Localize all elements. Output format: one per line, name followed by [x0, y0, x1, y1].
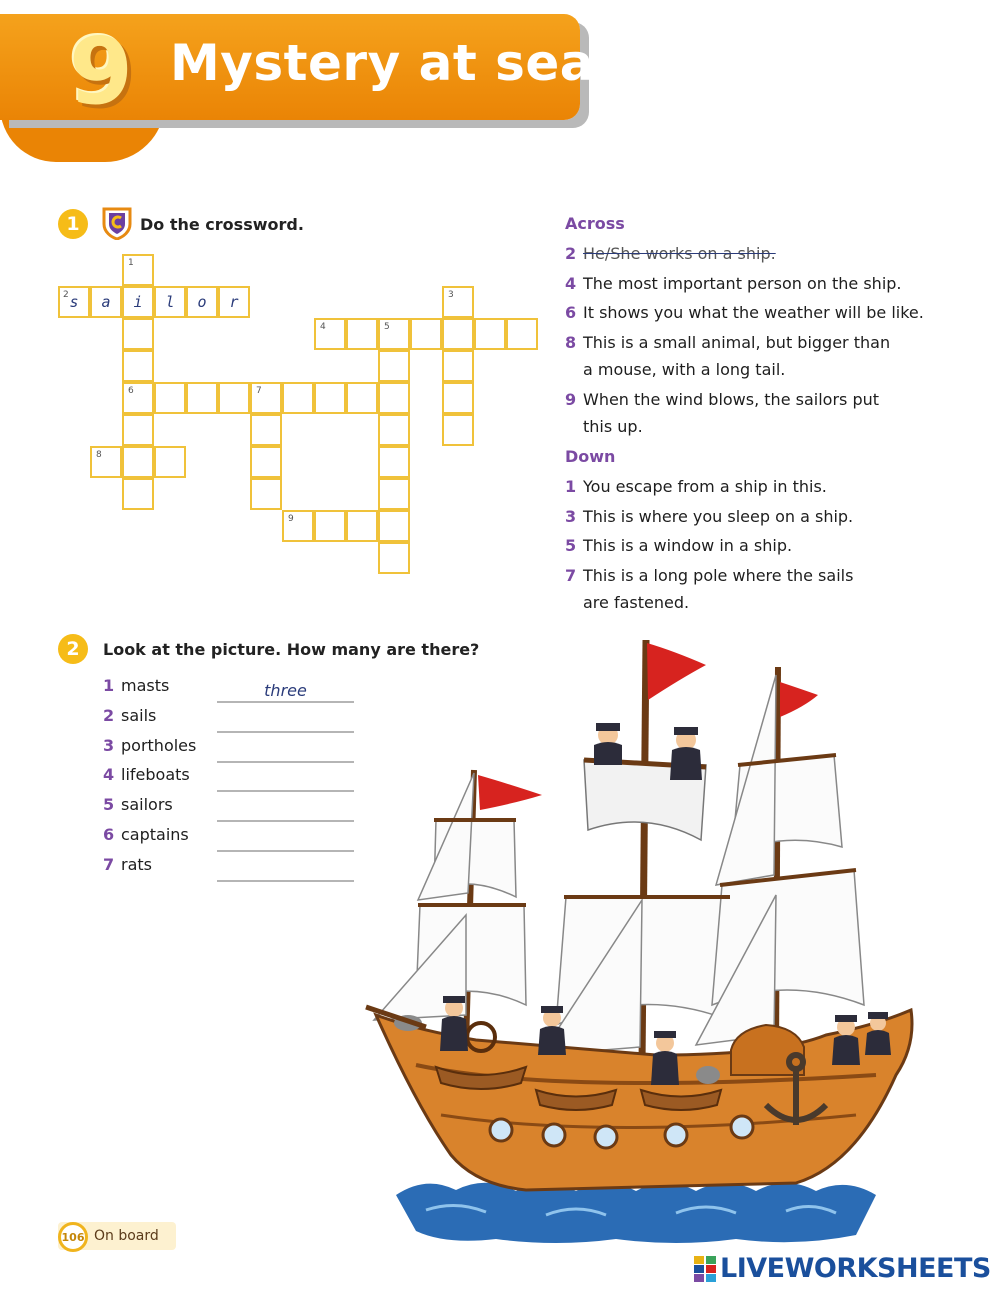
- crossword-cell[interactable]: [378, 446, 410, 478]
- count-item: [103, 673, 363, 699]
- item-number: 2: [103, 706, 115, 725]
- crossword-cell[interactable]: [378, 414, 410, 446]
- clue-across-8: [565, 329, 965, 383]
- answer-blank[interactable]: [217, 860, 354, 882]
- crossword-cell[interactable]: [282, 510, 314, 542]
- count-item: [103, 852, 363, 878]
- crossword-cell[interactable]: [122, 414, 154, 446]
- clue-number: 7: [256, 386, 262, 396]
- clue-across-2: [565, 240, 965, 267]
- crossword-cell[interactable]: [378, 350, 410, 382]
- answer-blank[interactable]: [217, 830, 354, 852]
- crossword-cell[interactable]: [154, 286, 186, 318]
- clue-number: 3: [448, 290, 454, 300]
- answer-blank[interactable]: [217, 770, 354, 792]
- exercise-2-instruction: Look at the picture. How many are there?: [103, 640, 480, 659]
- item-word: lifeboats: [121, 765, 190, 784]
- clue-across-4: [565, 270, 965, 297]
- count-item: [103, 703, 363, 729]
- count-item: [103, 822, 363, 848]
- liveworksheets-logo-icon: [694, 1256, 716, 1282]
- item-number: 6: [103, 825, 115, 844]
- count-item: [103, 762, 363, 788]
- item-number: 3: [103, 736, 115, 755]
- crossword-cell[interactable]: [474, 318, 506, 350]
- page-number: 106: [58, 1222, 88, 1252]
- page-title: Mystery at sea: [170, 34, 595, 92]
- crossword-cell[interactable]: [186, 382, 218, 414]
- crossword-cell[interactable]: [186, 286, 218, 318]
- crossword-cell[interactable]: [346, 510, 378, 542]
- item-word: masts: [121, 676, 170, 695]
- crossword-cell[interactable]: [218, 382, 250, 414]
- clue-number: 3: [565, 507, 577, 526]
- crossword-cell[interactable]: [378, 318, 410, 350]
- crossword-cell[interactable]: [314, 382, 346, 414]
- crossword-cell[interactable]: [90, 446, 122, 478]
- crossword-cell[interactable]: [442, 350, 474, 382]
- clue-text-2: a mouse, with a long tail.: [583, 360, 786, 379]
- item-word: sailors: [121, 795, 173, 814]
- item-word: portholes: [121, 736, 197, 755]
- crossword-cell[interactable]: [314, 510, 346, 542]
- clue-text: When the wind blows, the sailors put: [583, 390, 880, 409]
- crossword-cell[interactable]: [506, 318, 538, 350]
- section-name: On board: [94, 1228, 159, 1244]
- cell-letter: o: [197, 293, 207, 311]
- answer-blank[interactable]: three: [217, 681, 354, 703]
- crossword-cell[interactable]: [346, 318, 378, 350]
- clue-number: 5: [384, 322, 390, 332]
- cell-letter: r: [229, 293, 239, 311]
- crossword-cell[interactable]: [122, 478, 154, 510]
- clue-text: He/She works on a ship.: [583, 244, 776, 263]
- crossword-cell[interactable]: [90, 286, 122, 318]
- clue-number: 5: [565, 536, 577, 555]
- clue-text: The most important person on the ship.: [583, 274, 902, 293]
- crossword-cell[interactable]: [282, 382, 314, 414]
- crossword-cell[interactable]: [442, 286, 474, 318]
- crossword-cell[interactable]: [442, 318, 474, 350]
- crossword-cell[interactable]: [378, 542, 410, 574]
- clue-number: 6: [565, 303, 577, 322]
- item-number: 1: [103, 676, 115, 695]
- crossword-cell[interactable]: [122, 286, 154, 318]
- clue-number: 4: [565, 274, 577, 293]
- crossword-cell[interactable]: [346, 382, 378, 414]
- cell-letter: i: [133, 293, 143, 311]
- clue-text: This is a long pole where the sails: [583, 566, 854, 585]
- item-word: captains: [121, 825, 189, 844]
- answer-blank[interactable]: [217, 741, 354, 763]
- crossword-cell[interactable]: [378, 478, 410, 510]
- clue-across-6: [565, 299, 965, 326]
- item-number: 5: [103, 795, 115, 814]
- cell-letter: a: [101, 293, 111, 311]
- crossword-cell[interactable]: [378, 510, 410, 542]
- down-heading: Down: [565, 447, 616, 466]
- sea-waves: [396, 1183, 876, 1243]
- crossword-cell[interactable]: [58, 286, 90, 318]
- clue-number: 9: [288, 514, 294, 524]
- clue-number: 7: [565, 566, 577, 585]
- crossword-cell[interactable]: [442, 414, 474, 446]
- crossword-cell[interactable]: [154, 382, 186, 414]
- crossword-cell[interactable]: [314, 318, 346, 350]
- ship-illustration: [356, 635, 946, 1250]
- exercise-1-instruction: Do the crossword.: [140, 215, 304, 234]
- crossword-cell[interactable]: [122, 350, 154, 382]
- item-word: sails: [121, 706, 157, 725]
- item-number: 7: [103, 855, 115, 874]
- clue-number: 8: [565, 333, 577, 352]
- item-number: 4: [103, 765, 115, 784]
- answer-blank[interactable]: [217, 800, 354, 822]
- across-heading: Across: [565, 214, 625, 233]
- clue-number: 1: [128, 258, 134, 268]
- answer-blank[interactable]: [217, 711, 354, 733]
- clue-text: This is a small animal, but bigger than: [583, 333, 891, 352]
- clue-number: 1: [565, 477, 577, 496]
- crossword-cell[interactable]: [250, 478, 282, 510]
- count-item: [103, 792, 363, 818]
- clue-text: This is where you sleep on a ship.: [583, 507, 854, 526]
- cell-letter: l: [165, 293, 175, 311]
- exercise-1-number: 1: [58, 209, 88, 239]
- clue-number: 8: [96, 450, 102, 460]
- unit-number: 9: [68, 18, 133, 125]
- clue-down-5: [565, 532, 965, 559]
- clue-text-2: are fastened.: [583, 593, 690, 612]
- clue-down-7: [565, 562, 965, 616]
- crossword-cell[interactable]: [250, 382, 282, 414]
- brand-name: LIVEWORKSHEETS: [720, 1253, 991, 1284]
- clue-number: 9: [565, 390, 577, 409]
- crossword-cell[interactable]: [154, 446, 186, 478]
- crossword-cell[interactable]: [122, 318, 154, 350]
- clue-number: 6: [128, 386, 134, 396]
- crossword-cell[interactable]: [410, 318, 442, 350]
- cell-letter: s: [69, 293, 79, 311]
- clue-down-1: [565, 473, 965, 500]
- count-item: [103, 733, 363, 759]
- exercise-2-number: 2: [58, 634, 88, 664]
- crossword-cell[interactable]: [250, 446, 282, 478]
- clue-text-2: this up.: [583, 417, 643, 436]
- crossword-cell[interactable]: [250, 414, 282, 446]
- shield-icon: [102, 206, 132, 240]
- crossword-cell[interactable]: [122, 382, 154, 414]
- clue-across-9: [565, 386, 965, 440]
- crossword-cell[interactable]: [442, 382, 474, 414]
- item-word: rats: [121, 855, 152, 874]
- clue-text: You escape from a ship in this.: [583, 477, 827, 496]
- crossword-cell[interactable]: [218, 286, 250, 318]
- clue-text: This is a window in a ship.: [583, 536, 793, 555]
- clue-text: It shows you what the weather will be like.: [583, 303, 924, 322]
- clue-number: 4: [320, 322, 326, 332]
- clue-number: 2: [565, 244, 577, 263]
- crossword-cell[interactable]: [122, 446, 154, 478]
- crossword-cell[interactable]: [378, 382, 410, 414]
- crossword-cell[interactable]: [122, 254, 154, 286]
- clue-number: 2: [63, 290, 69, 300]
- clue-down-3: [565, 503, 965, 530]
